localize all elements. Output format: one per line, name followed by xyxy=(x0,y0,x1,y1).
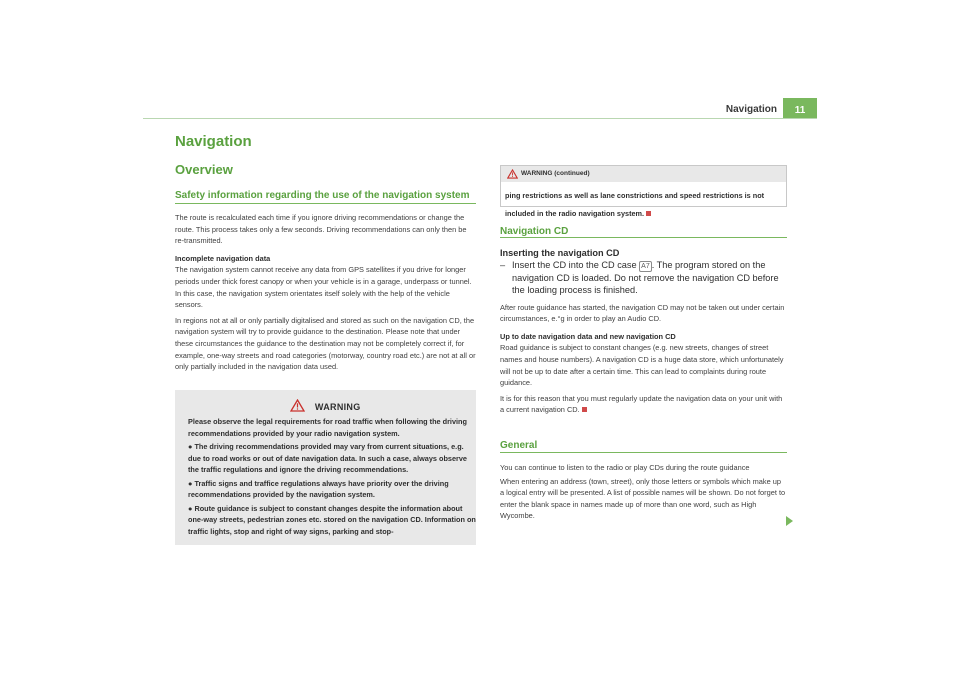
warning-continued-box xyxy=(500,165,787,218)
warning-continued-header xyxy=(501,166,786,182)
navigation-cd-heading: Navigation CD xyxy=(500,226,569,237)
inserting-cd-title: Inserting the navigation CD xyxy=(500,248,620,258)
end-of-section-icon xyxy=(582,407,587,412)
warning-intro: Please observe the legal requirements for road traffic when following the driving recommendations provided by your radio navigation system. xyxy=(188,417,467,438)
warning-continued-body xyxy=(505,185,783,221)
warning-bullet xyxy=(188,478,476,501)
incomplete-data-p1: The navigation system cannot receive any data from GPS satellites if you drive for longer periods under thick forest canopy or when your vehicle is in a garage, underpass or tunnel. In this case, the navigation system orientates itself solely with the help of the vehicle sensors. xyxy=(175,265,472,310)
bullet-icon: ● xyxy=(188,442,195,451)
navigation-cd-p1: After route guidance has started, the navigation CD may not be taken out under certain circumstances, e.°g in order to play an Audio CD. xyxy=(500,302,785,324)
navigation-cd-p3-wrap xyxy=(500,393,787,416)
incomplete-data-p2: In regions not at all or only partially digitalised and stored as such on the navigation CD, the navigation system will try to provide guidance to the destination. Please note that under these circumstances the guidance to the destination may not be completely correct if, for example, one-way streets and road categories (motorway, country road etc.) are not at all or only partially included in the navigation data used. xyxy=(175,315,476,372)
step-text-a: Insert the CD into the CD case xyxy=(512,260,637,271)
section-rule xyxy=(500,237,787,238)
step-dash: – xyxy=(500,260,506,271)
warning-bullet-text: Traffic signs and traffice regulations always have priority over the driving recommendations provided by the navigation system. xyxy=(188,478,449,499)
warning-continued-text: ping restrictions as well as lane constrictions and speed restrictions is not included in the radio navigation system. xyxy=(505,191,765,218)
overview-title: Overview xyxy=(175,162,233,177)
section-rule xyxy=(500,452,787,453)
warning-bullet-text: Route guidance is subject to constant changes despite the information about one-way streets, pedestrian zones etc. stored on the navigation CD. Information on traffic lights, stop and right of way signs, parking and stop- xyxy=(188,503,476,536)
running-header-title: Navigation xyxy=(725,104,777,115)
end-of-section-icon xyxy=(646,211,651,216)
page-number-tab: 11 xyxy=(783,98,817,118)
warning-bullet xyxy=(188,441,476,476)
warning-bullet xyxy=(188,503,476,538)
navigation-cd-body xyxy=(500,247,787,416)
warning-box xyxy=(175,390,476,545)
update-title: Up to date navigation data and new navigation CD xyxy=(500,331,676,341)
general-p1: You can continue to listen to the radio or play CDs during the route guidance xyxy=(500,463,750,472)
bullet-icon: ● xyxy=(188,478,195,488)
warning-bullet-text: The driving recommendations provided may vary from current situations, e.g. due to road works or out of date navigation data. In such a case, always observe the traffic regulations and ignore the driving recommendations. xyxy=(188,442,467,474)
safety-heading: Safety information regarding the use of the navigation system xyxy=(175,190,470,201)
general-heading: General xyxy=(500,440,538,451)
inserting-cd-step xyxy=(500,259,787,296)
warning-header xyxy=(175,397,476,415)
general-p2: When entering an address (town, street), only those letters or symbols which make up a logical entry will be presented. A list of possible names will be shown. Do not forget to enter the blank space in names made up of more than one word, such as High Wycombe. xyxy=(500,476,786,521)
navigation-cd-p2: Road guidance is subject to constant changes (e.g. new streets, changes of street names and house numbers). A navigation CD is a huge data store, which unfortunately will not be up to date after a certain time. This can lead to complaints during route guidance. xyxy=(500,343,784,388)
step-text-b: . The program stored on the navigation CD is loaded. Do not remove the navigation CD before the loading process is finished. xyxy=(512,260,779,296)
warning-title: WARNING xyxy=(314,402,361,412)
chapter-title: Navigation xyxy=(175,133,252,150)
general-body xyxy=(500,462,787,522)
safety-intro: The route is recalculated each time if you ignore driving recommendations or change the route. This process takes only a few seconds. Driving recommendations can only then be re-transmitted. xyxy=(175,213,467,246)
warning-continued-title: WARNING (continued) xyxy=(521,170,590,177)
bullet-icon: ● xyxy=(188,503,195,513)
warning-triangle-icon xyxy=(507,169,518,179)
warning-triangle-icon xyxy=(290,399,305,412)
section-rule xyxy=(175,203,476,204)
safety-body xyxy=(175,212,476,373)
figure-ref-a7[interactable]: A7 xyxy=(641,263,650,271)
incomplete-data-title: Incomplete navigation data xyxy=(175,253,271,263)
warning-body xyxy=(188,416,476,537)
navigation-cd-p3: It is for this reason that you must regularly update the navigation data on your unit with a current navigation CD. xyxy=(500,393,783,415)
next-page-arrow-icon[interactable] xyxy=(786,516,793,526)
header-rule xyxy=(143,118,817,119)
